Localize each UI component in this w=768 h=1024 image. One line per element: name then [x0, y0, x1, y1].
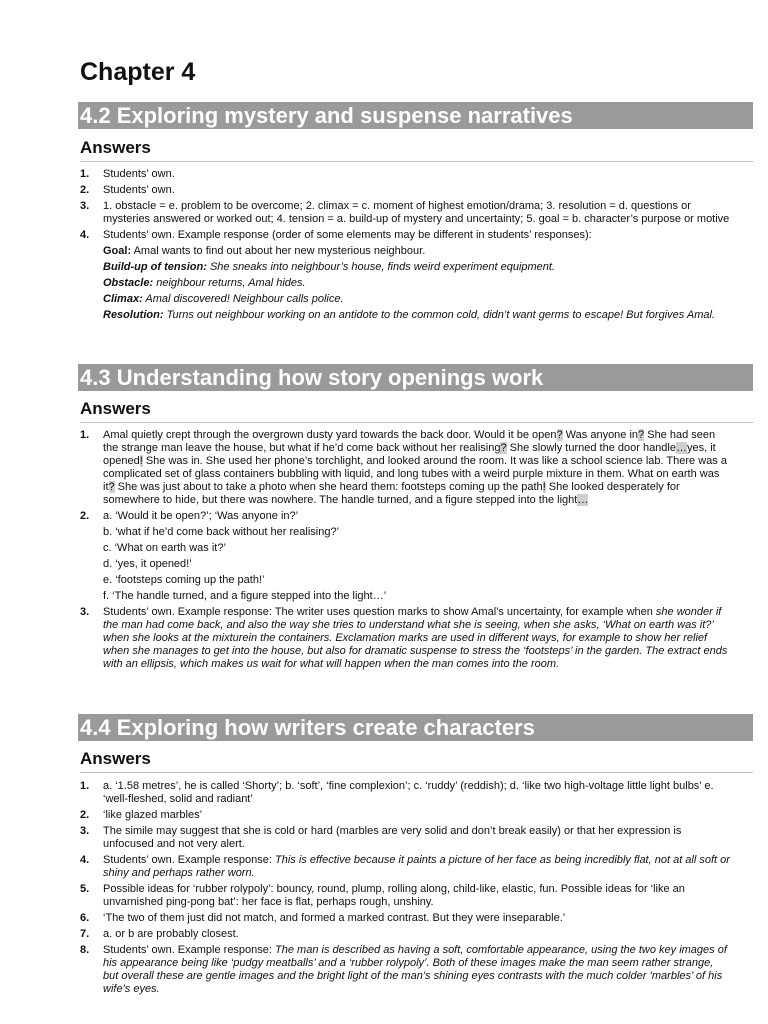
- plan-text: Amal wants to find out about her new mysterious neighbour.: [133, 245, 426, 257]
- plan-buildup: [103, 261, 730, 274]
- story-plan: [103, 245, 730, 322]
- highlighted-punctuation: ?: [556, 429, 563, 441]
- list-item: [80, 944, 730, 996]
- list-item: [80, 883, 730, 909]
- item-text: Students’ own.: [103, 184, 175, 196]
- item-number: 2.: [80, 184, 90, 196]
- item-text-italic: The man is described as having a soft, comfortable appearance, using the two key images of his appearance being like ‘pudgy meatballs’ and a ‘rubber rolypoly’. Both of these images make the man seem rather strange, but overall these are gentle images and the bright light of the man’s shining eyes contrasts with the much colder ‘marbles’ of his wife’s eyes.: [103, 944, 727, 995]
- list-item: [80, 809, 730, 822]
- item-text: Students’ own. Example response (order of some elements may be different in students’ responses):: [103, 229, 592, 241]
- answers-heading: Answers: [80, 749, 753, 773]
- item-text: Amal quietly crept through the overgrown dusty yard towards the back door. Would it be open? Was anyone in? She had seen the strange man leave the house, but what if he’d come back without her realising? She slowly turned the door handle…yes, it opened! She was in. She used her phone’s torchlight, and looked around the room. It was like a school science lab. There was a complicated set of glass containers bubbling with liquid, and long tubes with a weird purple mixture in them. What on earth was it? She was just about to take a photo when she heard them: footsteps coming up the path! She looked desperately for somewhere to hide, but there was nowhere. The handle turned, and a figure stepped into the light…: [103, 429, 727, 506]
- item-text: 1. obstacle = e. problem to be overcome; 2. climax = c. moment of highest emotion/drama; 3. resolution = d. questions or mysteries answered or worked out; 4. tension = a. build-up of mystery and uncertainty; 5. goal = b. character’s purpose or motive: [103, 200, 730, 225]
- item-number: 3.: [80, 606, 90, 618]
- plan-label: Climax:: [103, 293, 143, 305]
- item-number: 1.: [80, 780, 90, 792]
- item-text: ‘The two of them just did not match, and formed a marked contrast. But they were inseparable.’: [103, 912, 566, 924]
- plan-goal: [103, 245, 730, 258]
- item-number: 2.: [80, 809, 90, 821]
- sub-answer: a. ‘Would it be open?’; ‘Was anyone in?’: [103, 510, 299, 522]
- item-text-italic: she wonder if the man had come back, and also the way she tries to understand what she is seeing, when she asks, ‘What on earth was it?’ when she looks at the mixturein the containers. Exclamation marks are used in different ways, for example to show her relief when she manages to get into the house, but also for dramatic suspense to stress the ‘footsteps’ in the garden. The extract ends with an ellipsis, which makes us wait for what will happen when the man comes into the room.: [103, 606, 728, 670]
- item-text: Possible ideas for ‘rubber rolypoly’: bouncy, round, plump, rolling along, child-like, elastic, fun. Possible ideas for ‘like an unvarnished ping-pong bat’: her face is flat, perhaps rough, unshiny.: [103, 883, 685, 908]
- item-number: 8.: [80, 944, 90, 956]
- list-item: [80, 429, 730, 507]
- sub-answer: e. ‘footsteps coming up the path!’: [103, 574, 265, 586]
- highlighted-punctuation: ?: [108, 481, 115, 493]
- plan-text: Turns out neighbour working on an antidote to the common cold, didn’t want germs to escape! But forgives Amal.: [166, 309, 716, 321]
- highlighted-punctuation: …: [675, 442, 687, 454]
- highlighted-punctuation: …: [577, 494, 589, 506]
- plan-resolution: [103, 309, 730, 322]
- item-number: 3.: [80, 825, 90, 837]
- highlighted-punctuation: ?: [638, 429, 645, 441]
- list-item: [80, 606, 730, 671]
- highlighted-punctuation: !: [139, 455, 143, 467]
- section-heading-4-4: 4.4 Exploring how writers create characters: [78, 714, 753, 741]
- highlighted-punctuation: ?: [500, 442, 507, 454]
- item-number: 7.: [80, 928, 90, 940]
- section-heading-4-2: 4.2 Exploring mystery and suspense narratives: [78, 102, 753, 129]
- item-text: The simile may suggest that she is cold or hard (marbles are very solid and don’t break easily) or that her expression is unfocused and not very alert.: [103, 825, 682, 850]
- item-text-italic: This is effective because it paints a picture of her face as being incredibly flat, not at all soft or shiny and perhaps rather worn.: [103, 854, 730, 879]
- list-item: [80, 780, 730, 806]
- answers-list-4-2: [80, 168, 730, 325]
- list-item: [80, 912, 730, 925]
- item-text: a. or b are probably closest.: [103, 928, 239, 940]
- plan-obstacle: [103, 277, 730, 290]
- sub-answer: b. ‘what if he’d come back without her realising?’: [103, 526, 340, 538]
- item-number: 4.: [80, 229, 90, 241]
- chapter-title: Chapter 4: [80, 58, 196, 86]
- item-number: 6.: [80, 912, 90, 924]
- sub-answers: [103, 510, 730, 603]
- plan-text: Amal discovered! Neighbour calls police.: [145, 293, 344, 305]
- answers-list-4-3: [80, 429, 730, 674]
- plan-climax: [103, 293, 730, 306]
- item-number: 1.: [80, 168, 90, 180]
- answers-list-4-4: [80, 780, 730, 999]
- answers-heading: Answers: [80, 138, 753, 162]
- sub-answer: f. ‘The handle turned, and a figure stepped into the light…’: [103, 590, 387, 602]
- item-text: Students’ own.: [103, 168, 175, 180]
- highlighted-punctuation: !: [542, 481, 546, 493]
- list-item: [80, 168, 730, 181]
- item-text: Students’ own. Example response:: [103, 854, 276, 866]
- plan-label: Goal:: [103, 245, 132, 257]
- item-number: 2.: [80, 510, 90, 522]
- answers-heading: Answers: [80, 399, 753, 423]
- list-item: [80, 928, 730, 941]
- plan-text: She sneaks into neighbour’s house, finds weird experiment equipment.: [209, 261, 556, 273]
- section-heading-4-3: 4.3 Understanding how story openings work: [78, 364, 753, 391]
- item-text: Students’ own. Example response:: [103, 944, 276, 956]
- item-text: ‘like glazed marbles’: [103, 809, 203, 821]
- plan-text: neighbour returns, Amal hides.: [156, 277, 306, 289]
- item-text: a. ‘1.58 metres’, he is called ‘Shorty’; b. ‘soft’, ‘fine complexion’; c. ‘ruddy’ (reddish); d. ‘like two high-voltage little light bulbs’ e. ‘well-fleshed, solid and radiant’: [103, 780, 714, 805]
- plan-label: Build-up of tension:: [103, 261, 207, 273]
- sub-answer: d. ‘yes, it opened!’: [103, 558, 192, 570]
- plan-label: Obstacle:: [103, 277, 154, 289]
- item-number: 4.: [80, 854, 90, 866]
- item-number: 3.: [80, 200, 90, 212]
- item-text: Students’ own. Example response: The writer uses question marks to show Amal’s uncertainty, for example when: [103, 606, 656, 618]
- item-number: 5.: [80, 883, 90, 895]
- list-item: [80, 854, 730, 880]
- list-item: [80, 229, 730, 322]
- sub-answer: c. ‘What on earth was it?’: [103, 542, 226, 554]
- list-item: [80, 184, 730, 197]
- list-item: [80, 200, 730, 226]
- list-item: [80, 510, 730, 603]
- plan-label: Resolution:: [103, 309, 164, 321]
- list-item: [80, 825, 730, 851]
- item-number: 1.: [80, 429, 90, 441]
